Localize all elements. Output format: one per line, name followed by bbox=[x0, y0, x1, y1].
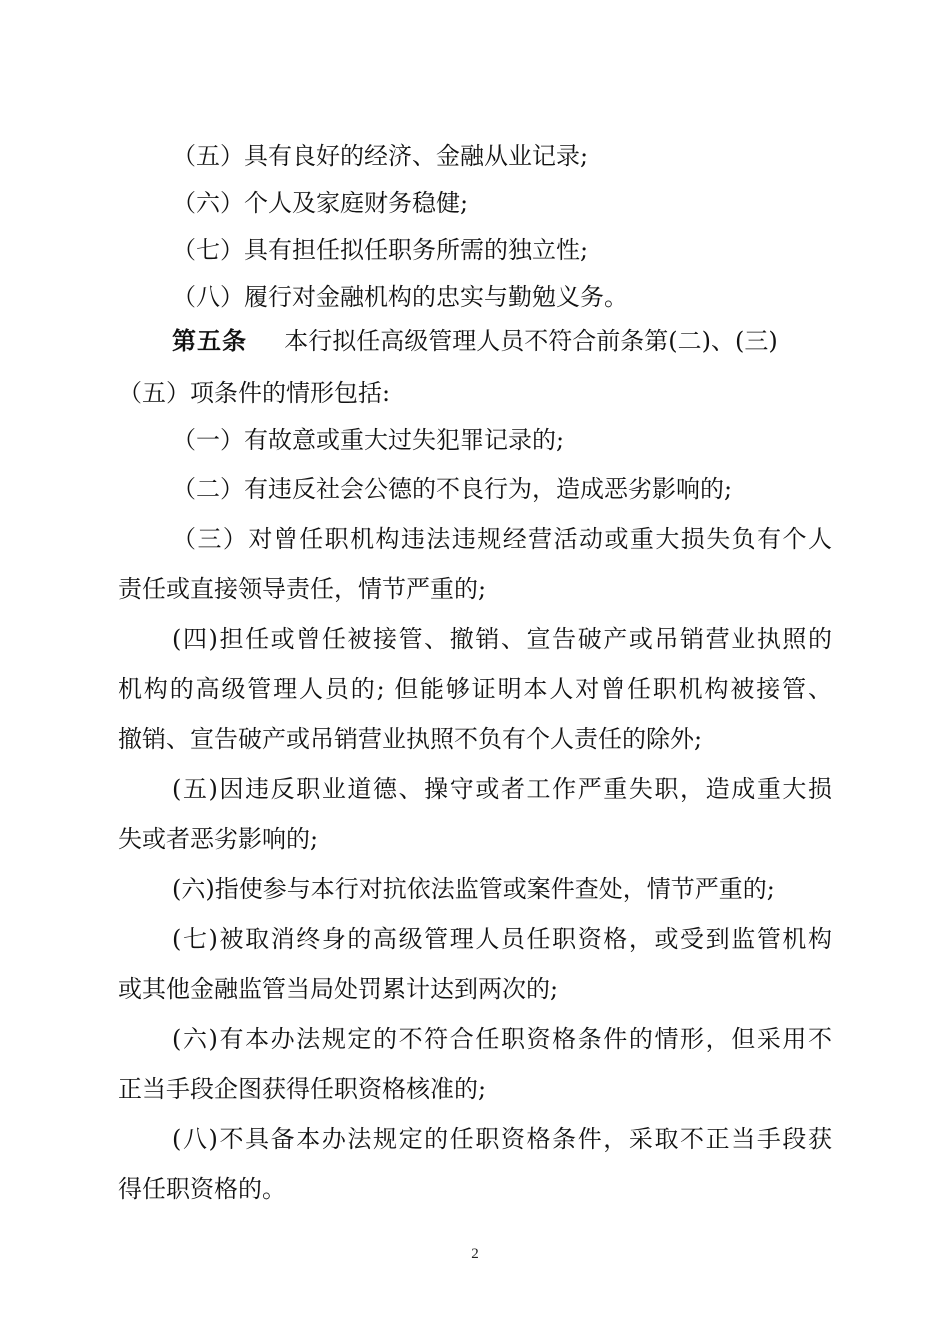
list-item: (六)有本办法规定的不符合任职资格条件的情形，但采用不 bbox=[172, 1025, 832, 1053]
list-item: （二）有违反社会公德的不良行为，造成恶劣影响的; bbox=[172, 475, 733, 503]
list-item: (五)因违反职业道德、操守或者工作严重失职，造成重大损 bbox=[172, 775, 832, 803]
list-item: （六）个人及家庭财务稳健; bbox=[172, 189, 469, 217]
list-item: （五）具有良好的经济、金融从业记录; bbox=[172, 142, 589, 170]
list-item: （一）有故意或重大过失犯罪记录的; bbox=[172, 426, 565, 454]
article-heading: 第五条 bbox=[172, 327, 247, 355]
list-item-continued: 机构的高级管理人员的; 但能够证明本人对曾任职机构被接管、 bbox=[118, 675, 832, 703]
article-first-line bbox=[172, 326, 832, 356]
list-item: （七）具有担任拟任职务所需的独立性; bbox=[172, 236, 589, 264]
article-text: 本行拟任高级管理人员不符合前条第(二)、(三) bbox=[284, 327, 778, 355]
article-text-continued: （五）项条件的情形包括: bbox=[118, 379, 391, 407]
list-item: (七)被取消终身的高级管理人员任职资格，或受到监管机构 bbox=[172, 925, 832, 953]
list-item: (八)不具备本办法规定的任职资格条件，采取不正当手段获 bbox=[172, 1125, 832, 1153]
list-item-continued: 得任职资格的。 bbox=[118, 1175, 286, 1203]
list-item-continued: 责任或直接领导责任，情节严重的; bbox=[118, 575, 487, 603]
list-item: (六)指使参与本行对抗依法监管或案件查处，情节严重的; bbox=[172, 875, 775, 903]
list-item-continued: 正当手段企图获得任职资格核准的; bbox=[118, 1075, 487, 1103]
list-item: (四)担任或曾任被接管、撤销、宣告破产或吊销营业执照的 bbox=[172, 625, 832, 653]
list-item-continued: 或其他金融监管当局处罚累计达到两次的; bbox=[118, 975, 559, 1003]
list-item-continued: 失或者恶劣影响的; bbox=[118, 825, 319, 853]
list-item: （三）对曾任职机构违法违规经营活动或重大损失负有个人 bbox=[172, 525, 832, 553]
page-number: 2 bbox=[471, 1246, 479, 1262]
list-item-continued: 撤销、宣告破产或吊销营业执照不负有个人责任的除外; bbox=[118, 725, 703, 753]
list-item: （八）履行对金融机构的忠实与勤勉义务。 bbox=[172, 283, 628, 311]
